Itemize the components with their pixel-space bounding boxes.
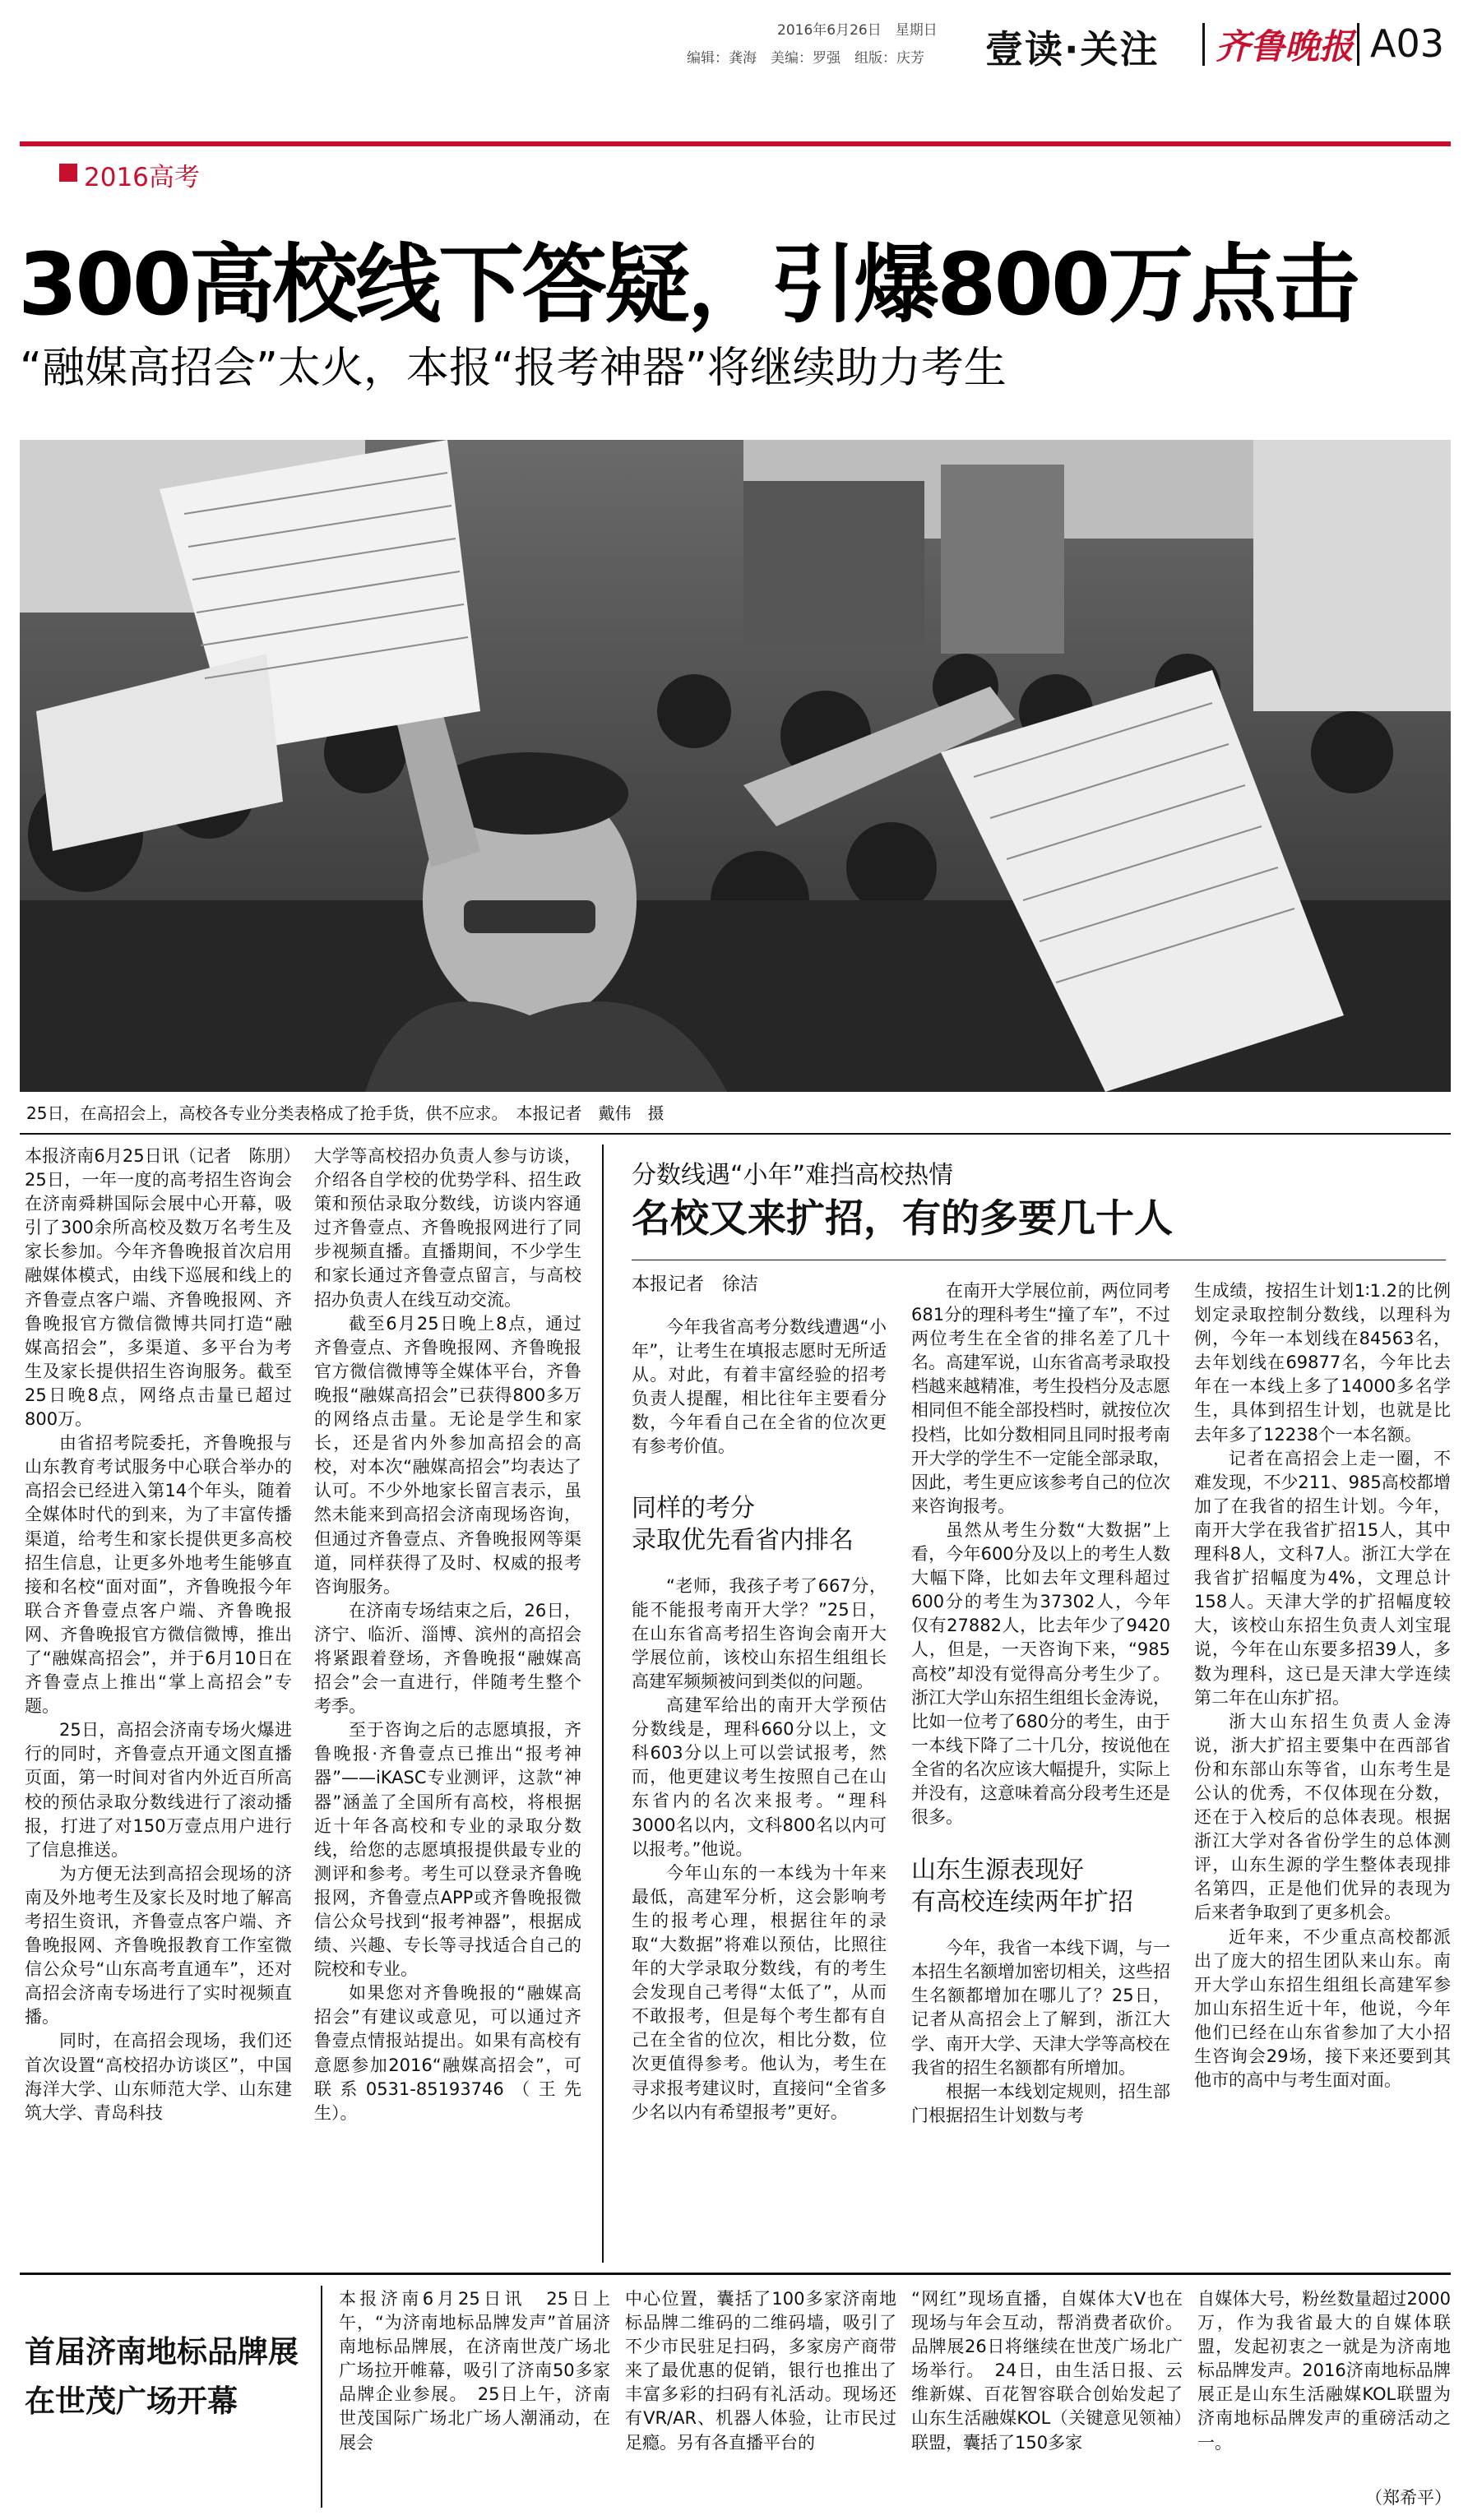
article2-headline: 名校又来扩招，有的多要几十人 (632, 1196, 1173, 1242)
article1-paragraph: 为方便无法到高招会现场的济南及外地考生及家长及时地了解高考招生资讯，齐鲁壹点客户端、齐鲁晚报网、齐鲁晚报教育工作室微信公众号“山东高考直通车”，还对高招会济南专场进行了实时视频直播。 (25, 1863, 292, 2028)
editor-credits: 编辑：龚海 美编：罗强 组版：庆芳 (687, 50, 924, 67)
article2-paragraph: 高建军给出的南开大学预估分数线是，理科660分以上，文科603分以上可以尝试报考，然而，他更建议考生按照自己在山东省内的名次来报考。“理科3000名以内，文科800名以内可以报考。”他说。 (632, 1695, 887, 1859)
article3-title-line-2: 在世茂广场开幕 (25, 2384, 238, 2419)
photo-rule (20, 1133, 1451, 1135)
header-divider (1202, 23, 1205, 66)
article2-paragraph: 虽然从考生分数“大数据”上看，今年600分及以上的考生人数大幅下降，比如去年文理科超过600分的考生为37302人，今年仅有27882人，比去年少了9420人，但是，一天咨询下来，“985高校”却没有觉得高分考生少了。浙江大学山东招生组组长金涛说，比如一位考了680分的考生，由于一本线下降了二十几分，按说他在全省的名次应该大幅提升，实际上并没有，这意味着高分段考生还是很多。 (911, 1519, 1170, 1828)
article3-paragraph: 自媒体大号，粉丝数量超过2000万，作为我省最大的自媒体联盟，发起初衷之一就是为济南地标品牌发声。2016济南地标品牌展正是山东生活融媒KOL联盟为济南地标品牌发声的重磅活动之一。 (1197, 2289, 1451, 2453)
article2-paragraph: 根据一本线划定规则，招生部门根据招生计划数与考 (911, 2081, 1170, 2125)
article2-column-3 (1194, 1279, 1451, 2262)
section-title: 壹读·关注 (985, 27, 1160, 72)
crowd-photo-illustration (20, 440, 1451, 1092)
article2-column-1 (632, 1315, 887, 2261)
article3-column-4 (1197, 2287, 1451, 2481)
bottom-story-rule (20, 2273, 1451, 2275)
section-rule (20, 141, 1451, 146)
article2-paragraph: 生成绩，按招生计划1∶1.2的比例划定录取控制分数线，以理科为例，今年一本划线在84563名，去年划线在69877名，今年比去年在一本线上多了14000多名学生，具体到招生计划，也就是比去年多了12238个一本名额。 (1194, 1281, 1451, 1445)
article2-kicker: 分数线遇“小年”难挡高校热情 (632, 1161, 954, 1190)
article2-subhead-2a: 山东生源表现好 (911, 1856, 1084, 1885)
article2-paragraph: “老师，我孩子考了667分，能不能报考南开大学？”25日，在山东省高考招生咨询会南开大学展位前，该校山东招生组组长高建军频频被问到类似的问题。 (632, 1575, 887, 1691)
article2-paragraph: 今年，我省一本线下调，与一本招生名额增加密切相关，这些招生名额都增加在哪儿了？25日，记者从高招会上了解到，浙江大学、南开大学、天津大学等高校在我省的招生名额都有所增加。 (911, 1938, 1170, 2078)
newspaper-logo: 齐鲁晚报 (1216, 26, 1355, 67)
article2-subhead-1b: 录取优先看省内排名 (632, 1525, 854, 1555)
article2-column-2 (911, 1279, 1170, 2262)
article3-paragraph: 中心位置，囊括了100多家济南地标品牌二维码的二维码墙，吸引了不少市民驻足扫码，多家房产商带来了最优惠的促销，银行也推出了丰富多彩的扫码有礼活动。现场还有VR/AR、机器人体验，让市民过足瘾。另有各直播平台的 (625, 2289, 896, 2453)
article1-paragraph: 同时，在高招会现场，我们还首次设置“高校招办访谈区”，中国海洋大学、山东师范大学、山东建筑大学、青岛科技 (25, 2031, 292, 2123)
article3-paragraph: 本报济南6月25日讯 25日上午，“为济南地标品牌发声”首届济南地标品牌展，在济南世茂广场北广场拉开帷幕，吸引了济南50多家品牌企业参展。 25日上午，济南世茂国际广场北广场人潮涌动，在展会 (339, 2289, 610, 2453)
article2-byline: 本报记者 徐洁 (632, 1274, 759, 1295)
article1-lead: 本报济南6月25日讯（记者 陈朋） 25日，一年一度的高考招生咨询会在济南舜耕国际会展中心开幕，吸引了300余所高校及数万名考生及家长参加。今年齐鲁晚报首次启用融媒体模式，由线下巡展和线上的齐鲁壹点客户端、齐鲁晚报网、齐鲁晚报官方微信微博共同打造“融媒高招会”，多渠道、多平台为考生及家长提供招生咨询服务。截至25日晚8点，网络点击量已超过800万。 (25, 1146, 309, 1430)
article2-paragraph: 记者在高招会上走一圈，不难发现，不少211、985高校都增加了在我省的招生计划。今年，南开大学在我省扩招15人，其中理科8人，文科7人。浙江大学在我省扩招幅度为4%，文理总计158人。天津大学的扩招幅度较大，该校山东招生负责人刘宝琨说，今年在山东要多招39人，多数为理科，这已是天津大学连续第二年在山东扩招。 (1194, 1448, 1451, 1708)
article2-paragraph: 浙大山东招生负责人金涛说，浙大扩招主要集中在西部省份和东部山东等省，山东考生是公认的优秀，不仅体现在分数，还在于入校后的总体表现。根据浙江大学对各省份学生的总体测评，山东生源的学生整体表现排名第四，正是他们优异的表现为后来者争取到了更多机会。 (1194, 1711, 1451, 1923)
article1-paragraph: 25日，高招会济南专场火爆进行的同时，齐鲁壹点开通文图直播页面，第一时间对省内外近百所高校的预估录取分数线进行了滚动播报，打进了对150万壹点用户进行了信息推送。 (25, 1720, 292, 1860)
column-rule (602, 1144, 604, 2263)
main-headline: 300高校线下答疑，引爆800万点击 (18, 234, 1358, 335)
photo-caption: 25日，在高招会上，高校各专业分类表格成了抢手货，供不应求。 本报记者 戴伟 摄 (26, 1103, 665, 1123)
page-number: A03 (1370, 21, 1445, 66)
article2-paragraph: 近年来，不少重点高校都派出了庞大的招生团队来山东。南开大学山东招生组组长高建军参加山东招生近十年，他说，今年他们已经在山东省参加了大小招生咨询会29场，接下来还要到其他市的高中与考生面对面。 (1194, 1926, 1451, 2091)
article3-column-3 (911, 2287, 1183, 2509)
article1-paragraph: 由省招考院委托，齐鲁晚报与山东教育考试服务中心联合举办的高招会已经进入第14个年头，随着全媒体时代的到来，为了丰富传播渠道，给考生和家长提供更多高校招生信息，让更多外地考生能够直接和名校“面对面”，齐鲁晚报今年联合齐鲁壹点客户端、齐鲁晚报网、齐鲁晚报官方微信微博，推出了“融媒高招会”，并于6月10日在齐鲁壹点上推出“掌上高招会”专题。 (25, 1433, 292, 1717)
article3-paragraph: “网红”现场直播，自媒体大V也在现场与年会互动，帮消费者砍价。品牌展26日将继续在世茂广场北广场举行。 24日，由生活日报、云维新媒、百花智容联合创始发起了山东生活融媒KOL（关键意见领袖）联盟，囊括了150多家 (911, 2289, 1183, 2453)
article2-intro: 今年我省高考分数线遭遇“小年”，让考生在填报志愿时无所适从。对此，有着丰富经验的招考负责人提醒，相比往年主要看分数，今年看自己在全省的位次更有参考价值。 (632, 1317, 887, 1457)
article3-title-line-1: 首届济南地标品牌展 (25, 2334, 299, 2370)
article2-subhead-2b: 有高校连续两年扩招 (911, 1888, 1133, 1917)
article2-paragraph: 在南开大学展位前，两位同考681分的理科考生“撞了车”，不过两位考生在全省的排名差了几十名。高建军说，山东省高考录取投档越来越精准，考生投档分及志愿相同但不能全部投档时，就按位次投档，比如分数相同且同时报考南开大学的学生不一定能全部录取，因此，考生更应该参考自己的位次来咨询报考。 (911, 1281, 1170, 1516)
article1-paragraph: 至于咨询之后的志愿填报，齐鲁晚报·齐鲁壹点已推出“报考神器”——iKASC专业测评，这款“神器”涵盖了全国所有高校，将根据近十年各高校和专业的录取分数线，给您的志愿填报提供最专业的测评和参考。考生可以登录齐鲁晚报网，齐鲁壹点APP或齐鲁晚报微信公众号找到“报考神器”，根据成绩、兴趣、专长等寻找适合自己的院校和专业。 (314, 1720, 581, 1980)
article2-subhead-1a: 同样的考分 (632, 1493, 755, 1523)
article2-paragraph: 今年山东的一本线为十年来最低，高建军分析，这会影响考生的报考心理，根据往年的录取“大数据”将难以预估，比照往年的大学录取分数线，有的考生会发现自己考得“太低了”，从而不敢报考，但是每个考生都有自己在全省的位次，相比分数，位次更值得参考。他认为，考生在寻求报考建议时，直接问“全省多少名以内有希望报考”更好。 (632, 1862, 887, 2122)
article1-paragraph: 大学等高校招办负责人参与访谈，介绍各自学校的优势学科、招生政策和预估录取分数线，访谈内容通过齐鲁壹点、齐鲁晚报网进行了同步视频直播。直播期间，不少学生和家长通过齐鲁壹点留言，与高校招办负责人在线互动交流。 (314, 1146, 581, 1310)
topic-tag: 2016高考 (84, 163, 200, 192)
article1-column-1 (25, 1144, 309, 2263)
column-rule (321, 2286, 322, 2508)
article1-column-2 (314, 1144, 581, 2263)
header-divider (1357, 23, 1359, 66)
article3-column-2 (625, 2287, 896, 2509)
article3-column-1 (339, 2287, 610, 2509)
issue-date: 2016年6月26日 星期日 (777, 22, 938, 39)
tag-square-icon (59, 164, 77, 182)
article1-paragraph: 在济南专场结束之后，26日，济宁、临沂、淄博、滨州的高招会将紧跟着登场，齐鲁晚报“融媒高招会”会一直进行，伴随考生整个考季。 (314, 1600, 581, 1717)
article1-paragraph: 如果您对齐鲁晚报的“融媒高招会”有建议或意见，可以通过齐鲁壹点情报站提出。如果有高校有意愿参加2016“融媒高招会”，可联系0531-85193746（王先生）。 (314, 1983, 581, 2123)
article1-paragraph: 截至6月25日晚上8点，通过齐鲁壹点、齐鲁晚报网、齐鲁晚报官方微信微博等全媒体平台，齐鲁晚报“融媒高招会”已获得800多万的网络点击量。无论是学生和家长，还是省内外参加高招会的高校，对本次“融媒高招会”均表达了认可。不少外地家长留言表示，虽然未能来到高招会济南现场咨询，但通过齐鲁壹点、齐鲁晚报网等渠道，同样获得了及时、权威的报考咨询服务。 (314, 1313, 581, 1597)
news-photo (20, 440, 1451, 1092)
sub-headline: “融媒高招会”太火，本报“报考神器”将继续助力考生 (20, 344, 1007, 393)
article3-credit: （郑希平） (1365, 2488, 1452, 2508)
